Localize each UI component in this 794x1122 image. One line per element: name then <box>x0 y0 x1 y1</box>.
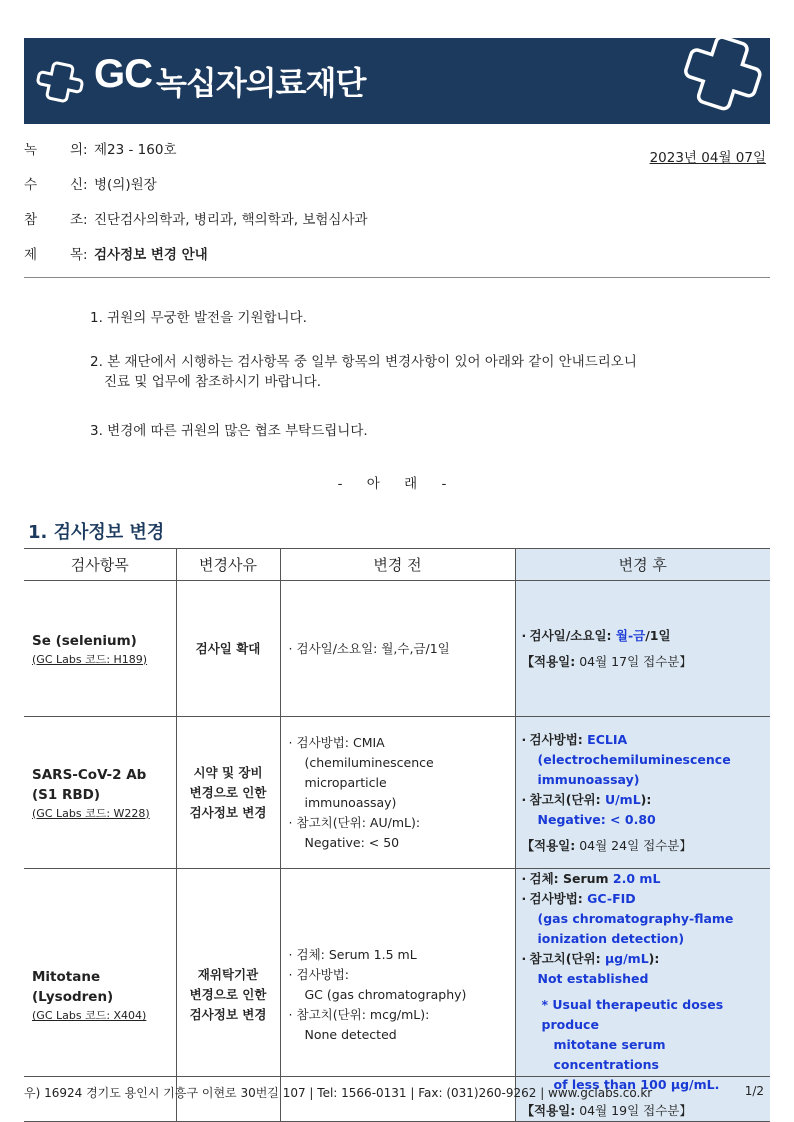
after-label: 검사일/소요일: <box>529 627 616 643</box>
reference-value: 진단검사의학과, 병리과, 핵의학과, 보험심사과 <box>94 212 368 228</box>
subject-row <box>24 243 208 263</box>
section-title: 1. 검사정보 변경 <box>28 522 165 543</box>
divider <box>24 277 770 278</box>
after-tail: ): <box>648 951 660 966</box>
cross-decoration-icon <box>678 38 770 124</box>
before-line: None detected <box>304 1027 397 1042</box>
applied-value: 04월 19일 접수분】 <box>575 1103 692 1118</box>
reference-label: 참 <box>24 212 38 228</box>
before-line: Negative: < 50 <box>304 834 400 850</box>
after-changed-value: µg/mL <box>604 951 649 966</box>
item-code: (GC Labs 코드: W228) <box>32 806 150 820</box>
note-line: of less than 100 µg/mL. <box>553 1077 720 1092</box>
before-cell <box>280 581 515 717</box>
reason-cell <box>176 717 280 869</box>
applied-date <box>522 652 771 672</box>
after-method-detail: (electrochemiluminescence <box>537 751 731 767</box>
applied-label: 【적용일: <box>521 653 576 669</box>
after-changed-value: GC-FID <box>587 891 636 906</box>
footer-address: 우) 16924 경기도 용인시 기흥구 이현로 30번길 107 | Tel: 1566-0131 | Fax: (031)260-9262 | www.gclabs.co.kr <box>24 1086 653 1100</box>
after-method-detail: immunoassay) <box>537 771 640 787</box>
item-name: SARS-CoV-2 Ab <box>32 766 147 783</box>
applied-label: 【적용일: <box>521 1103 576 1118</box>
subject-label-2: 목: <box>70 247 88 263</box>
doc-number-value: 제23 - 160호 <box>94 142 177 158</box>
subject-value: 검사정보 변경 안내 <box>94 247 208 263</box>
doc-number-label: 녹 <box>24 142 38 158</box>
doc-number-row <box>24 138 176 158</box>
after-changed-value: 2.0 mL <box>612 871 661 886</box>
after-tail: ): <box>640 791 652 807</box>
brand-ko: 녹십자의료재단 <box>156 64 366 102</box>
page-number: 1/2 <box>744 1084 764 1098</box>
after-changed-value: 월-금 <box>615 627 646 643</box>
item-cell <box>24 581 176 717</box>
before-line: · 검사방법: <box>289 965 515 985</box>
after-method-detail: (gas chromatography-flame <box>537 911 734 926</box>
recipient-label: 수 <box>24 177 38 193</box>
footer-divider <box>24 1076 770 1077</box>
after-schedule <box>522 626 771 646</box>
paragraph-2 <box>90 352 637 392</box>
reference-row <box>24 208 368 228</box>
applied-label: 【적용일: <box>521 837 576 853</box>
before-line: · 참고치(단위: AU/mL): <box>289 813 515 833</box>
document-date: 2023년 04월 07일 <box>649 150 766 166</box>
after-label: 검사방법: <box>529 891 588 906</box>
after-label: 검사방법: <box>529 731 588 747</box>
applied-value: 04월 17일 접수분】 <box>575 653 692 669</box>
paragraph-1: 1. 귀원의 무궁한 발전을 기원합니다. <box>90 310 307 326</box>
applied-value: 04월 24일 접수분】 <box>575 837 692 853</box>
recipient-value: 병(의)원장 <box>94 177 157 193</box>
reason-line: 변경으로 인한 <box>189 784 267 800</box>
recipient-label-2: 신: <box>70 177 88 193</box>
before-line: (chemiluminescence microparticle <box>304 754 434 790</box>
reason-line: 검사정보 변경 <box>189 1007 267 1022</box>
reason-cell <box>176 581 280 717</box>
recipient-row <box>24 173 157 193</box>
item-name: Mitotane <box>32 969 101 985</box>
after-label: 검체: Serum <box>529 871 613 886</box>
after-method <box>522 730 771 750</box>
reason-line: 검사일 확대 <box>195 640 261 656</box>
doc-number-label-2: 의: <box>70 142 88 158</box>
header-after: 변경 후 <box>515 549 770 581</box>
reason-line: 변경으로 인한 <box>189 987 267 1002</box>
brand-en: GC <box>94 52 152 96</box>
reason-line: 시약 및 장비 <box>193 764 263 780</box>
after-cell <box>515 717 770 869</box>
header-reason: 변경사유 <box>176 549 280 581</box>
paragraph-2-line-2: 진료 및 업무에 참조하시기 바랍니다. <box>104 374 322 390</box>
below-marker: - 아 래 - <box>337 476 457 492</box>
change-table <box>24 548 770 1122</box>
after-specimen <box>522 869 771 889</box>
after-reference-value: Not established <box>537 971 649 986</box>
header-banner <box>24 38 770 124</box>
gc-cross-logo-icon <box>32 60 88 104</box>
table-row <box>24 717 770 869</box>
before-line: · 참고치(단위: mcg/mL): <box>289 1005 515 1025</box>
item-name: Se (selenium) <box>32 632 137 649</box>
before-line: · 검사방법: CMIA <box>289 733 515 753</box>
item-name-2: (S1 RBD) <box>32 786 101 803</box>
item-name-2: (Lysodren) <box>32 989 114 1005</box>
before-line: · 검사일/소요일: 월,수,금/1일 <box>289 639 515 659</box>
header-before: 변경 전 <box>280 549 515 581</box>
after-label: 참고치(단위: <box>529 951 605 966</box>
before-line: immunoassay) <box>304 794 397 810</box>
before-line: · 검체: Serum 1.5 mL <box>289 945 515 965</box>
after-reference-value: Negative: < 0.80 <box>537 811 656 827</box>
note-line: mitotane serum concentrations <box>553 1037 666 1072</box>
after-reference <box>522 949 771 969</box>
before-cell <box>280 717 515 869</box>
table-header-row <box>24 549 770 581</box>
before-line: GC (gas chromatography) <box>304 987 467 1002</box>
after-changed-value: U/mL <box>604 791 641 807</box>
reference-label-2: 조: <box>70 212 88 228</box>
footer <box>24 1084 770 1101</box>
reason-line: 재위탁기관 <box>197 967 259 982</box>
reason-line: 검사정보 변경 <box>189 804 267 820</box>
after-method-detail: ionization detection) <box>537 931 685 946</box>
applied-date <box>522 1101 771 1121</box>
item-code: (GC Labs 코드: H189) <box>32 652 148 666</box>
item-cell <box>24 717 176 869</box>
after-changed-value: ECLIA <box>587 731 628 747</box>
header-item: 검사항목 <box>24 549 176 581</box>
paragraph-3: 3. 변경에 따른 귀원의 많은 협조 부탁드립니다. <box>90 423 368 439</box>
subject-label: 제 <box>24 247 38 263</box>
after-label: 참고치(단위: <box>529 791 605 807</box>
after-reference <box>522 790 771 810</box>
paragraph-2-line-1: 2. 본 재단에서 시행하는 검사항목 중 일부 항목의 변경사항이 있어 아래와 같이 안내드리오니 <box>90 354 637 370</box>
table-row <box>24 581 770 717</box>
after-method <box>522 889 771 909</box>
note-line: * Usual therapeutic doses produce <box>541 997 724 1032</box>
after-cell <box>515 581 770 717</box>
after-tail: /1일 <box>645 627 671 643</box>
item-code: (GC Labs 코드: X404) <box>32 1009 147 1022</box>
applied-date <box>522 836 771 856</box>
